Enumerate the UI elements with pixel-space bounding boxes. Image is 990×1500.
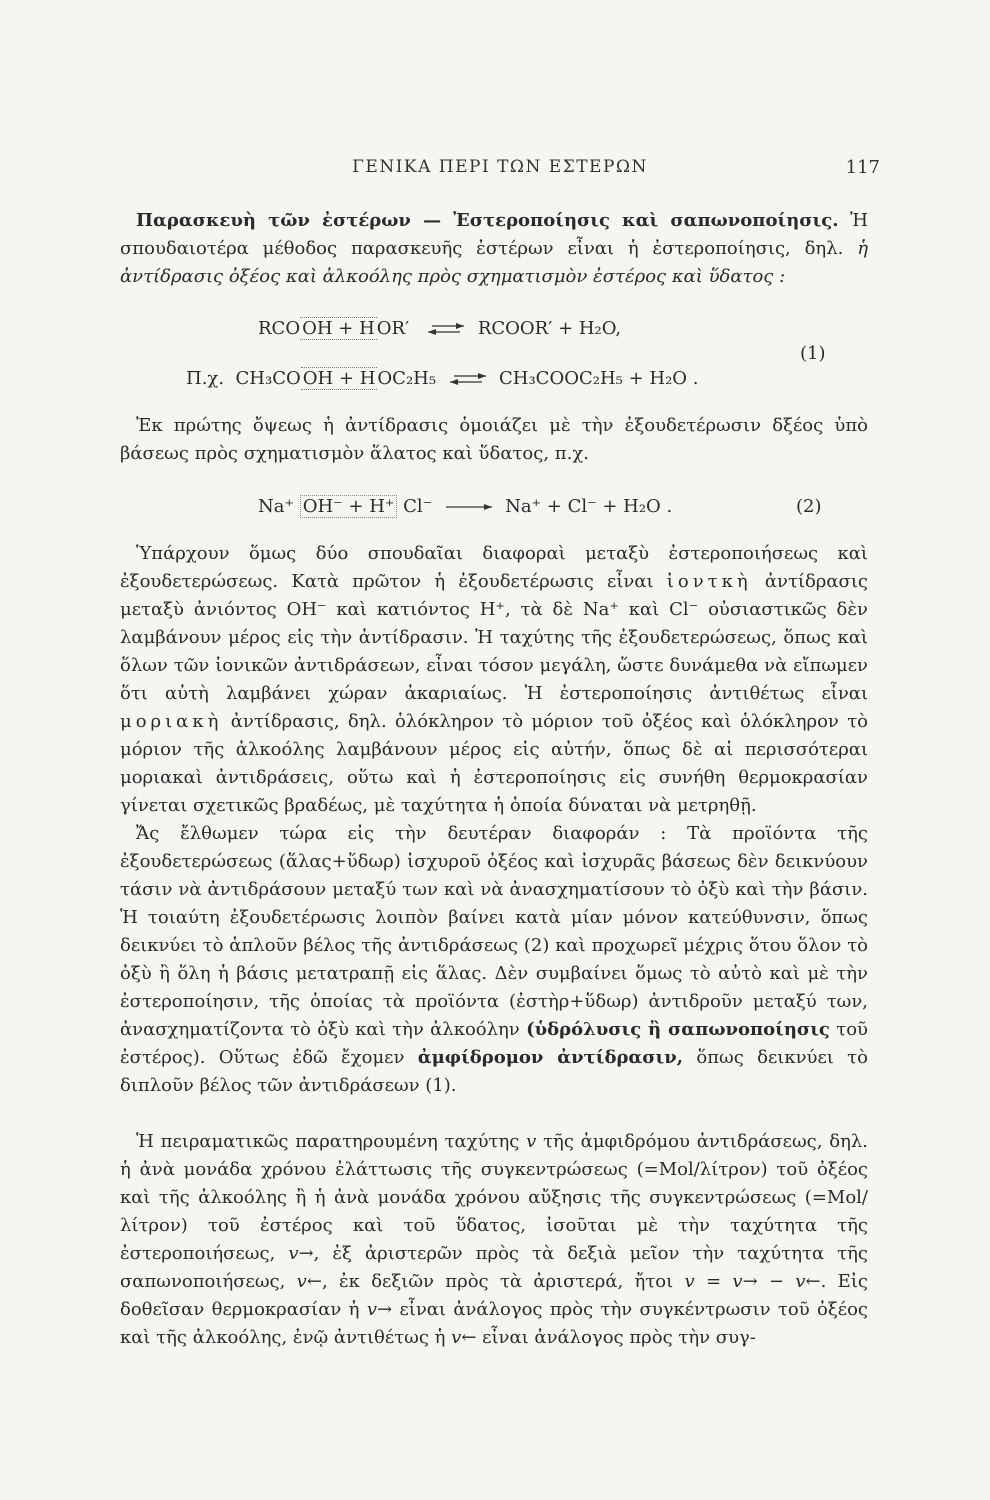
eq1b-acyl: CH₃CO bbox=[235, 368, 301, 389]
para5-text-5: . Εἰς δοθεῖσαν θερμοκρασίαν ἡ bbox=[120, 1271, 868, 1320]
eg-label: Π.χ. bbox=[186, 368, 225, 389]
section-heading: Παρασκευὴ τῶν ἐστέρων — Ἐστεροποίησις καὶ σαπωνοποίησις. bbox=[136, 210, 839, 231]
term-hydrolysis: (ὑδρόλυσις ἢ σαπωνοποίησις bbox=[526, 1019, 830, 1040]
eq2-ions-box: OH⁻ + H⁺ bbox=[300, 495, 398, 518]
rate-formula: v = v→ − v← bbox=[684, 1271, 821, 1292]
page-number: 117 bbox=[845, 157, 880, 178]
para5-text-7: εἶναι ἀνάλογος πρὸς τὴν συγ- bbox=[482, 1327, 756, 1348]
para3-text-1: Ὑπάρχουν ὅμως δύο σπουδαῖαι διαφοραὶ μεταξὺ ἐστεροποιήσεως καὶ ἐξουδετερώσεως. Κατὰ πρῶτον ἡ ἐξουδετέρωσις εἶναι bbox=[120, 543, 868, 592]
equilibrium-arrow-icon bbox=[448, 372, 488, 386]
emphasis-molecular: μοριακὴ bbox=[120, 711, 223, 732]
running-header bbox=[120, 157, 880, 183]
intro-text: Ἡ σπουδαιοτέρα μέθοδος παρασκευῆς ἐστέρων εἶναι ἡ ἐστεροποίησις, δηλ. bbox=[120, 210, 868, 259]
symbol-v-forward: v→ bbox=[366, 1299, 393, 1320]
para5-text-4: , ἐκ δεξιῶν πρὸς τὰ ἀριστερά, ἤτοι bbox=[321, 1271, 674, 1292]
symbol-v-backward: v← bbox=[296, 1271, 322, 1292]
eq2-chloride: Cl⁻ bbox=[403, 496, 433, 517]
definition-text: ἡ ἀντίδρασις ὀξέος καὶ ἀλκοόλης πρὸς σχηματισμὸν ἐστέρος καὶ ὕδατος : bbox=[120, 238, 868, 287]
chapter-title: ΓΕΝΙΚΑ ΠΕΡΙ ΤΩΝ ΕΣΤΕΡΩΝ bbox=[352, 157, 648, 177]
equation-2 bbox=[258, 496, 672, 517]
symbol-v-forward: v→ bbox=[288, 1243, 314, 1264]
para5-text-1: Ἡ πειραματικῶς παρατηρουμένη ταχύτης bbox=[136, 1131, 520, 1152]
para4-text-1: Ἄς ἔλθωμεν τώρα εἰς τὴν δευτέραν διαφοράν : Τὰ προϊόντα τῆς ἐξουδετερώσεως (ἅλας+ὕδωρ) ἰσχυροῦ ὀξέος καὶ ἰσχυρᾶς βάσεως δὲν δεικνύουν τάσιν νὰ ἀντιδράσουν μεταξύ των καὶ νὰ ἀνασχηματίσουν τὸ ὀξὺ καὶ τὴν βάσιν. Ἡ τοιαύτη ἐξουδετέρωσις λοιπὸν βαίνει κατὰ μίαν μόνον κατεύθυνσιν, ὅπως δεικνύει τὸ ἁπλοῦν βέλος τῆς ἀντιδράσεως (2) καὶ προχωρεῖ μέχρις ὅτου ὅλον τὸ ὀξὺ ἢ ὅλη ἡ βάσις μετατραπῇ εἰς ἅλας. Δὲν συμβαίνει ὅμως τὸ αὐτὸ καὶ μὲ τὴν ἐστεροποίησιν, τῆς ὁποίας τὰ προϊόντα (ἐστὴρ+ὕδωρ) ἀντιδροῦν μεταξύ των, ἀνασχηματίζοντα τὸ ὀξὺ καὶ τὴν ἀλκοόλην bbox=[120, 823, 868, 1040]
symbol-v-backward: v← bbox=[451, 1327, 477, 1348]
symbol-v: v bbox=[526, 1131, 537, 1152]
equation-1-number: (1) bbox=[800, 343, 826, 364]
eq2-sodium: Na⁺ bbox=[258, 496, 294, 517]
para4-text-3: ὅπως δεικνύει τὸ διπλοῦν βέλος τῶν ἀντιδράσεων (1). bbox=[120, 1047, 868, 1096]
para3-text-3: ἀντίδρασις, δηλ. ὁλόκληρον τὸ μόριον τοῦ ὀξέος καὶ ὁλόκληρον τὸ μόριον τῆς ἀλκοόλης λαμβάνουν μέρος εἰς αὐτήν, ὅπως δὲ αἱ περισσότεραι μοριακαὶ ἀντιδράσεις, οὕτω καὶ ἡ ἐστεροποίησις εἰς συνήθη θερμοκρασίαν γίνεται σχετικῶς βραδέως, μὲ ταχύτητα ἡ ὁποία δύναται νὰ μετρηθῇ. bbox=[120, 711, 868, 816]
equation-2-number: (2) bbox=[796, 496, 822, 517]
equilibrium-arrow-icon bbox=[426, 322, 466, 336]
eq1b-products: CH₃COOC₂H₅ + H₂O . bbox=[499, 368, 699, 389]
paragraph-rate bbox=[120, 1128, 868, 1352]
para5-text-2: τῆς ἀμφιδρόμου ἀντιδράσεως, δηλ. ἡ ἀνὰ μονάδα χρόνου ἐλάττωσις τῆς συγκεντρώσεως (=Mol/λίτρον) τοῦ ὀξέος καὶ τῆς ἀλκοόλης ἢ ἡ ἀνὰ μονάδα χρόνου αὔξησις τῆς συγκεντρώσεως (=Mol/λίτρον) τοῦ ἐστέρος καὶ τοῦ ὕδατος, ἰσοῦται μὲ τὴν ταχύτητα τῆς ἐστεροποιήσεως, bbox=[120, 1131, 868, 1264]
para5-text-6: εἶναι ἀνάλογος πρὸς τὴν συγκέντρωσιν τοῦ ὀξέος καὶ τῆς ἀλκοόλης, ἐνῷ ἀντιθέτως ἡ bbox=[120, 1299, 868, 1348]
eq1-acyl: RCO bbox=[258, 318, 301, 339]
eq1-alkoxy: OR′ bbox=[376, 318, 410, 339]
emphasis-ionic: ἰοντκὴ bbox=[666, 571, 752, 592]
intro-paragraph bbox=[120, 207, 868, 291]
eq1-products: RCOOR′ + H₂O, bbox=[477, 318, 622, 339]
equation-1-general bbox=[258, 318, 621, 339]
eq1-eliminated-water: OH + H bbox=[302, 318, 375, 339]
paragraph-differences bbox=[120, 540, 868, 820]
eq1b-eliminated-water: OH + H bbox=[302, 368, 376, 389]
eq2-products: Na⁺ + Cl⁻ + H₂O . bbox=[505, 496, 673, 517]
para5-text-3: , ἐξ ἀριστερῶν πρὸς τὰ δεξιὰ μεῖον τὴν ταχύτητα τῆς σαπωνοποιήσεως, bbox=[120, 1243, 868, 1292]
para3-text-2: ἀντίδρασις μεταξὺ ἀνιόντος OH⁻ καὶ κατιόντος H⁺, τὰ δὲ Na⁺ καὶ Cl⁻ οὐσιαστικῶς δὲν λαμβάνουν μέρος εἰς τὴν ἀντίδρασιν. Ἡ ταχύτης τῆς ἐξουδετερώσεως, ὅπως καὶ ὅλων τῶν ἰονικῶν ἀντιδράσεων, εἶναι τόσον μεγάλη, ὥστε δυνάμεθα νὰ εἴπωμεν ὅτι αὐτὴ λαμβάνει χώραν ἀκαριαίως. Ἡ ἐστεροποίησις ἀντιθέτως εἶναι bbox=[120, 571, 868, 704]
forward-arrow-icon bbox=[444, 502, 494, 512]
para4-text-2: τοῦ ἐστέρος). Οὕτως ἐδῶ ἔχομεν bbox=[120, 1019, 868, 1068]
eq1b-alkoxy: OC₂H₅ bbox=[377, 368, 437, 389]
equation-1-example bbox=[186, 368, 699, 389]
paragraph-neutralization: Ἐκ πρώτης ὄψεως ἡ ἀντίδρασις ὁμοιάζει μὲ τὴν ἐξουδετέρωσιν δξέος ὑπὸ βάσεως πρὸς σχηματισμὸν ἅλατος καὶ ὕδατος, π.χ. bbox=[120, 415, 868, 464]
term-reversible-reaction: ἀμφίδρομον ἀντίδρασιν, bbox=[417, 1047, 684, 1068]
paragraph-second-difference bbox=[120, 820, 868, 1100]
